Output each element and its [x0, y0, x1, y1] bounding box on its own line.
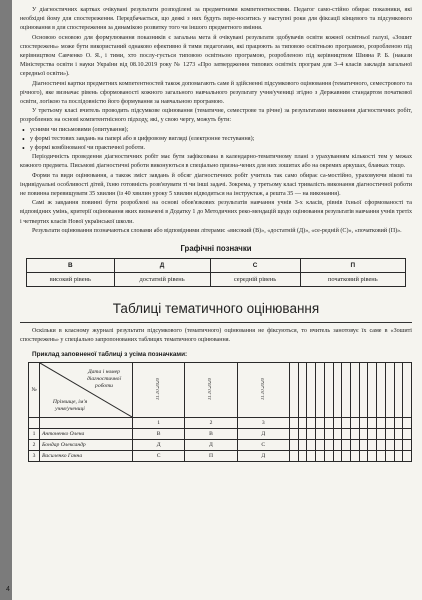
date-column-2 [185, 363, 237, 418]
empty-column [307, 363, 316, 418]
mark-cell: Д [185, 440, 237, 451]
bullet-item: • усними чи письмовими (опитування); [20, 126, 412, 135]
work-number: 3 [237, 418, 289, 429]
bullet-item: • у формі комбінованої чи практичної роботи. [20, 144, 412, 153]
mark-cell: Д [133, 440, 185, 451]
empty-column [316, 363, 325, 418]
header-top-label: Дата і номер діагностичної роботи [86, 369, 122, 390]
date-label: 11.10.2020 [260, 378, 266, 401]
mark-cell: С [237, 440, 289, 451]
paragraph-2: Основою основою для формулювання показників є загальна мета й очікувані результати здобувачів освіти кожної освітньої галузі, «Зошит спостережень» може бути використаний однаково ефективно й тими педагогами, які працюють за типовою освітньою програмою, розробленою під керівництвом Савченко О. Я., і тими, хто послу-гується типовою освітньою програмою, розробленою під керівництвом Шияна Р. Б. (накази Міністерства освіти і науки України від 08.10.2019 року № 1273 «Про затвердження типових освітніх програм для 3–4 класів закладів загальної середньої освіти»). [20, 34, 412, 78]
mark-cell: С [133, 451, 185, 462]
paragraph-3: Діагностичні картки предметних компетентностей також допомагають саме й здійсненні підсумкового оцінювання (тематичного, семестрового та річного), яке визначає рівень сформованості кожного загального навчального результату учня/учениці згідно з Державним стандартом початкової освіти, логікою та послідовністю його формування за навчальною програмою. [20, 80, 412, 106]
row-number: 2 [29, 440, 40, 451]
date-column-1 [133, 363, 185, 418]
mark-letter: С [210, 259, 300, 273]
graphic-marks-title: Графічні позначки [180, 244, 252, 254]
mark-letter: П [300, 259, 405, 273]
header-diagonal-cell [40, 363, 133, 418]
graphic-marks-table [26, 258, 406, 287]
student-name: Василенко Ганна [40, 451, 133, 462]
table-cell [29, 418, 40, 429]
empty-column [342, 363, 351, 418]
mark-letter: Д [114, 259, 210, 273]
paragraph-1: У діагностичних картках очікувані результати розподілені за предметними компетентностями. Педагог само-стійно обирає показники, які необхідні йому для спостереження. Передбачається, що деякі з них будуть пере-носитись у наступні роки для фіксації кінцевого та підсумкового оцінювання в для спостереження за динамікою розвитку того чи іншого предметного вміння. [20, 7, 412, 32]
divider [20, 322, 412, 323]
student-name: Бондар Олександр [40, 440, 133, 451]
row-number: 3 [29, 451, 40, 462]
paragraph-4: У третьому класі вчитель проводить підсумкове оцінювання (тематичне, семестрове та річне) за результатами виконання діагностичних робіт, розроблених на основі компетентнісного підходу, які, у свою чергу, можуть бути: [20, 108, 412, 124]
date-label: 11.10.2020 [208, 378, 214, 401]
empty-column [368, 363, 377, 418]
empty-column [385, 363, 394, 418]
empty-column [324, 363, 333, 418]
table-row [29, 451, 412, 462]
empty-column [289, 363, 298, 418]
empty-column [298, 363, 307, 418]
empty-column [394, 363, 403, 418]
mark-cell: В [133, 429, 185, 440]
thematic-intro: Оскільки в класному журналі результати підсумкового (тематичного) оцінювання не фіксуються, то вчитель занотовує їх саме в «Зошиті спостережень» у спеціально запропонованих таблицях тематичного оцінювання. [20, 328, 412, 344]
mark-level: середній рівень [210, 273, 300, 287]
empty-column [333, 363, 342, 418]
student-name: Антоненко Олена [40, 429, 133, 440]
page-number: 4 [6, 586, 10, 593]
table-row [29, 429, 412, 440]
bullet-list [20, 126, 412, 154]
header-bottom-label: Прізвище, ім'я учня/учениці [52, 399, 88, 413]
empty-column [403, 363, 412, 418]
paragraph-6: Форми та види оцінювання, а також зміст завдань й обсяг діагностичних робіт учитель так само обирає са-мостійно, ураховуючи вікові та індивідуальні особливості дітей, їхню готовність розв'язувати ті чи інші задачі. Зокрема, у третьому класі тривалість виконання діагностичної роботи не повинна перевищувати 35 хвилин (із 40 хвилин уроку 5 хвилин відводиться на інструктаж, а решта 35 — на виконання). [20, 172, 412, 198]
table-cell [40, 418, 133, 429]
paragraph-5: Періодичність проведення діагностичних робіт має бути зафіксована в календарно-тематичному плані з урахуванням кількості тем у межах кожного предмета. Письмові діагностичні роботи виконуються в спеціально призна-чених для них зошитах або на окремих аркушах, бланках тощо. [20, 154, 412, 170]
mark-letter: В [27, 259, 115, 273]
empty-column [359, 363, 368, 418]
col-number-header: № [29, 363, 40, 418]
page-content [20, 6, 412, 462]
work-number: 2 [185, 418, 237, 429]
bullet-item: • у формі тестових завдань на папері або в цифровому вигляді (електронне тестування); [20, 135, 412, 144]
row-number: 1 [29, 429, 40, 440]
date-label: 11.10.2020 [156, 378, 162, 401]
empty-column [350, 363, 359, 418]
table-row [29, 440, 412, 451]
thematic-title: Таблиці тематичного оцінювання [112, 301, 320, 317]
example-title: Приклад заповненої таблиці з усіма позначками: [32, 351, 188, 359]
mark-level: початковий рівень [300, 273, 405, 287]
date-column-3 [237, 363, 289, 418]
paragraph-7: Самі ж завдання повинні бути розроблені на основі обов'язкових результатів навчання учнів 3-х класів, рівнів їхньої сформованості та відповідних умінь, критерії оцінювання яких визначені в Додатку 1 до Методичних реко-мендацій щодо оцінювання результатів навчання учнів третіх і четвертих класів Нової української школи. [20, 200, 412, 225]
work-number: 1 [133, 418, 185, 429]
thematic-table [28, 362, 412, 462]
mark-cell: Д [237, 451, 289, 462]
paragraph-8: Результати оцінювання позначаються словами або відповідними літерами: «високий (В)», «достатній (Д)», «се-редній (С)», «початковий (П)». [32, 227, 402, 234]
mark-cell: П [185, 451, 237, 462]
page-edge-bar [0, 0, 12, 600]
mark-level: високий рівень [27, 273, 115, 287]
mark-cell: Д [237, 429, 289, 440]
empty-column [377, 363, 386, 418]
mark-cell: В [185, 429, 237, 440]
mark-level: достатній рівень [114, 273, 210, 287]
